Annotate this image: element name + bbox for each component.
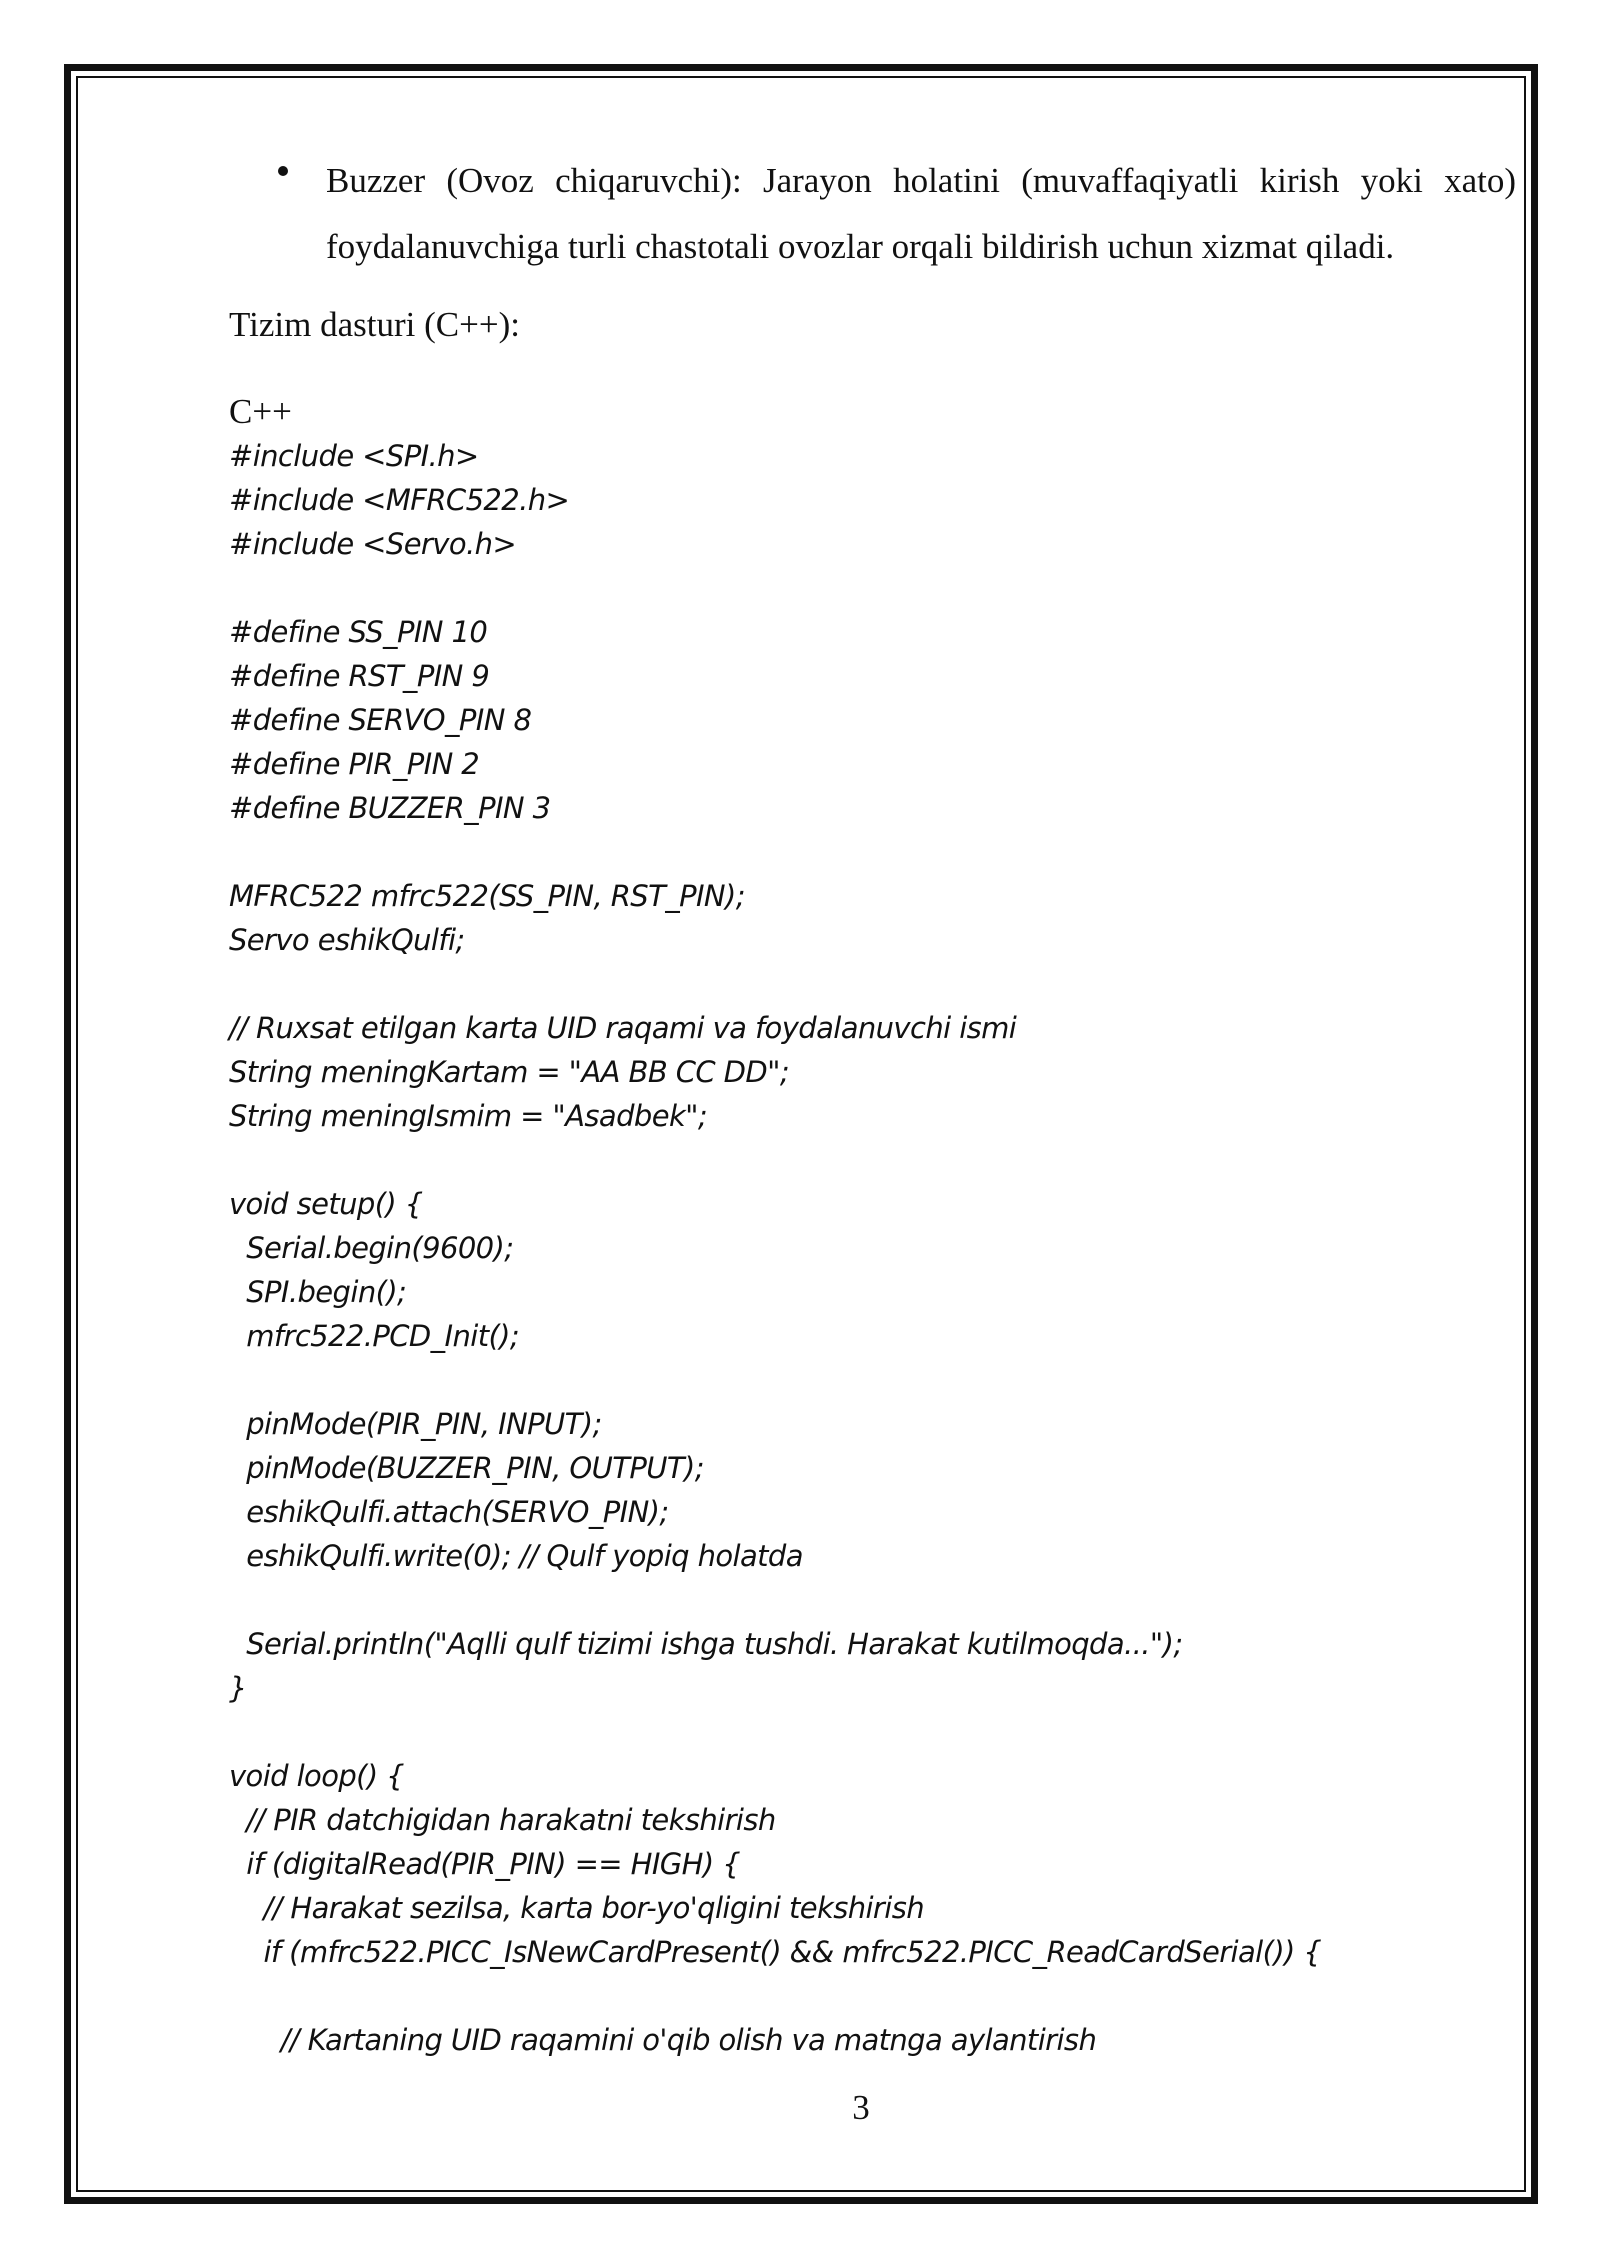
page-number: 3 [852, 2088, 870, 2127]
code-language-label: C++ [229, 392, 292, 431]
bullet-marker [278, 166, 288, 176]
section-heading: Tizim dasturi (C++): [229, 305, 520, 344]
bullet-text: Buzzer (Ovoz chiqaruvchi): Jarayon holatini (muvaffaqiyatli kirish yoki xato) foydalanuvchiga turli chastotali ovozlar orqali bildirish uchun xizmat qiladi. [326, 161, 1516, 266]
code-listing: #include <SPI.h> #include <MFRC522.h> #include <Servo.h> #define SS_PIN 10 #define RST_PIN 9 #define SERVO_PIN 8 #define PIR_PIN 2 #define BUZZER_PIN 3 MFRC522 mfrc522(SS_PIN, RST_PIN); Servo eshikQulfi; // Ruxsat etilgan karta UID raqami va foydalanuvchi ismi String meningKartam = "AA BB CC DD"; String meningIsmim = "Asadbek"; void setup() { Serial.begin(9600); SPI.begin(); mfrc522.PCD_Init(); pinMode(PIR_PIN, INPUT); pinMode(BUZZER_PIN, OUTPUT); eshikQulfi.attach(SERVO_PIN); eshikQulfi.write(0); // Qulf yopiq holatda Serial.println("Aqlli qulf tizimi ishga tushdi. Harakat kutilmoqda..."); } void loop() { // PIR datchigidan harakatni tekshirish if (digitalRead(PIR_PIN) == HIGH) { // Harakat sezilsa, karta bor-yo'qligini tekshirish if (mfrc522.PICC_IsNewCardPresent() && mfrc522.PICC_ReadCardSerial()) { // Kartaning UID raqamini o'qib olish va matnga aylantirish [229, 439, 1322, 2057]
